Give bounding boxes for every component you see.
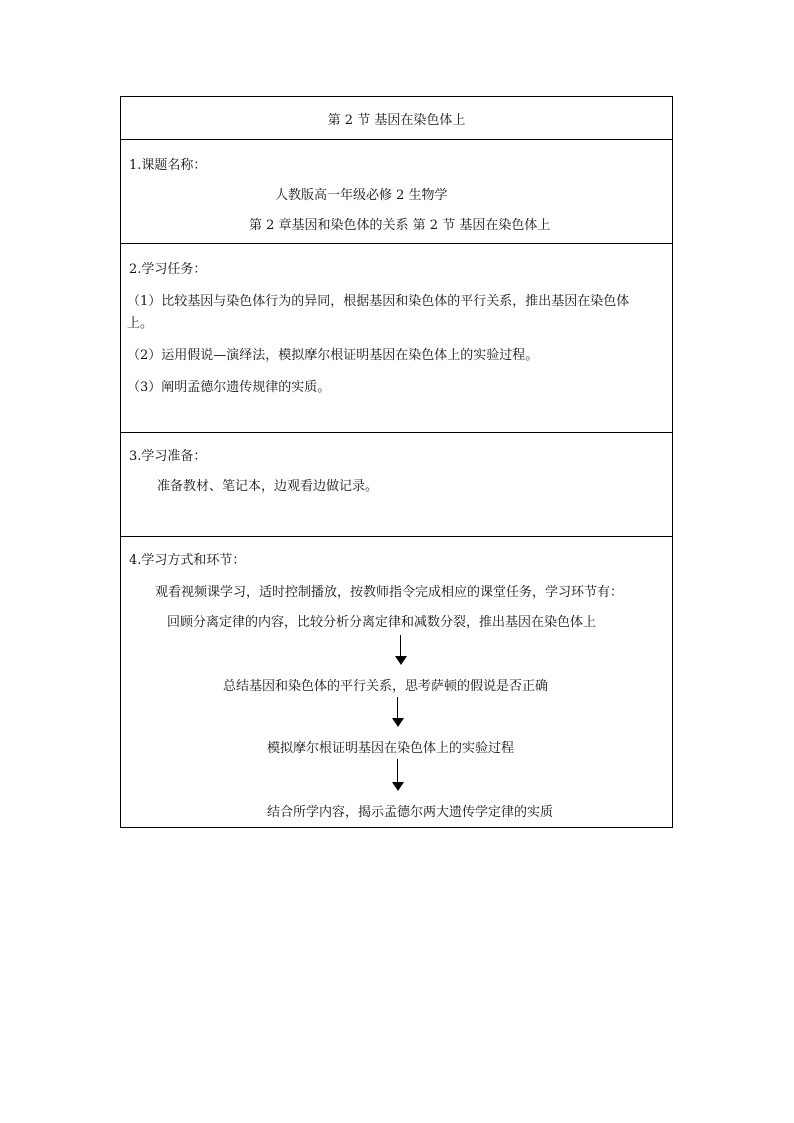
flow-arrow-1 [395, 635, 407, 665]
tasks-section [121, 244, 672, 433]
lesson-title: 第 2 节 基因在染色体上 [327, 112, 466, 128]
prep-section [121, 433, 672, 537]
prep-heading: 3.学习准备： [129, 449, 207, 464]
task-item-1: （1）比较基因与染色体行为的异同，根据基因和染色体的平行关系，推出基因在染色体 [127, 294, 630, 309]
task-item-3: （3）阐明孟德尔遗传规律的实质。 [127, 380, 331, 395]
task-item-1-cont: 上。 [127, 316, 154, 331]
lesson-table [120, 96, 673, 828]
title-row [121, 97, 672, 140]
course-line-1: 人教版高一年级必修 2 生物学 [275, 188, 448, 203]
course-line-2: 第 2 章基因和染色体的关系 第 2 节 基因在染色体上 [249, 218, 551, 233]
method-intro: 观看视频课学习，适时控制播放，按教师指令完成相应的课堂任务，学习环节有： [155, 585, 624, 600]
prep-text: 准备教材、笔记本，边观看边做记录。 [157, 479, 379, 494]
method-section [121, 537, 672, 827]
course-section [121, 140, 672, 244]
flow-step-4: 结合所学内容，揭示孟德尔两大遗传学定律的实质 [267, 805, 554, 820]
method-heading: 4.学习方式和环节： [129, 553, 246, 568]
flow-arrow-3 [392, 759, 404, 791]
flow-step-3: 模拟摩尔根证明基因在染色体上的实验过程 [267, 741, 515, 756]
flow-step-2: 总结基因和染色体的平行关系，思考萨顿的假说是否正确 [223, 679, 549, 694]
task-item-2: （2）运用假说—演绎法，模拟摩尔根证明基因在染色体上的实验过程。 [127, 348, 539, 363]
course-heading: 1.课题名称： [129, 158, 207, 173]
flow-arrow-2 [392, 697, 404, 727]
flow-step-1: 回顾分离定律的内容，比较分析分离定律和减数分裂，推出基因在染色体上 [167, 615, 597, 630]
tasks-heading: 2.学习任务： [129, 262, 207, 277]
